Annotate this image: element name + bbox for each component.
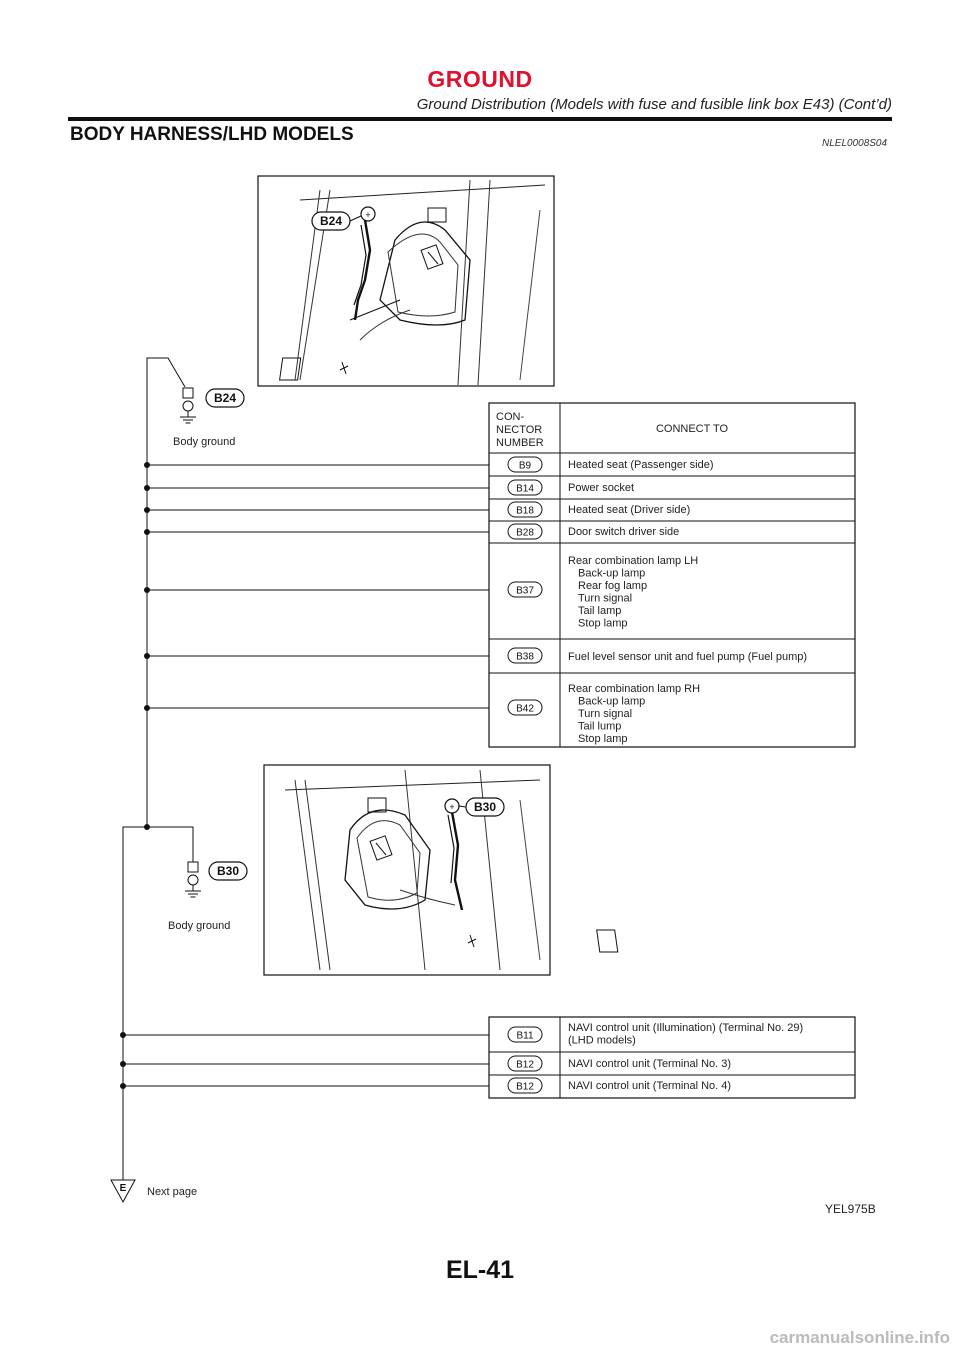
connector-number: B37 <box>516 585 534 597</box>
table1-row <box>489 639 855 663</box>
wire-junction-dot <box>144 653 150 659</box>
table-header-connector-number: CON-NECTOR NUMBER <box>496 411 544 449</box>
section-title: BODY HARNESS/LHD MODELS <box>70 124 354 145</box>
table2-row <box>489 1052 855 1071</box>
table2-rows <box>489 1022 855 1093</box>
connect-to-text: Power socket <box>568 482 635 494</box>
connector-number: B12 <box>516 1081 534 1093</box>
connector-number: B18 <box>516 505 534 517</box>
connector-table-2 <box>489 1017 855 1098</box>
bus-junction-dot <box>144 824 150 830</box>
b30-connector-label: B30 <box>216 864 240 878</box>
wire-junction-dot <box>120 1061 126 1067</box>
connector-number: B9 <box>518 460 532 472</box>
connect-to-text: NAVI control unit (Terminal No. 4) <box>568 1080 732 1092</box>
wire-junction-dot <box>144 507 150 513</box>
table1-rows <box>489 453 855 745</box>
b30-location-photo <box>264 765 618 975</box>
page-header-subtitle: Ground Distribution (Models with fuse and fusible link box E43) (Cont’d) <box>416 96 892 113</box>
connect-to-text: NAVI control unit (Illumination) (Terminal No. 29) (LHD models) <box>568 1022 804 1047</box>
table1-row <box>489 673 855 745</box>
table1-row <box>489 499 855 517</box>
table2-row <box>489 1075 855 1093</box>
connect-to-text: Door switch driver side <box>568 526 680 538</box>
wire-junction-dot <box>144 529 150 535</box>
connector-number: B42 <box>516 703 534 715</box>
connect-to-text: Heated seat (Passenger side) <box>568 459 714 471</box>
connect-to-text: Rear combination lamp RH Back-up lamp Turn signal Tail lump Stop lamp <box>568 683 701 745</box>
wire-junction-dot <box>144 462 150 468</box>
next-page-label: Next page <box>147 1186 198 1198</box>
connector-number: B28 <box>516 527 534 539</box>
page-number: EL-41 <box>445 1256 515 1284</box>
connector-number: B14 <box>516 483 534 495</box>
b24-body-ground-label: Body ground <box>173 436 236 448</box>
b24-location-photo <box>258 176 554 386</box>
table-header-connect-to: CONNECT TO <box>655 423 729 435</box>
wire-junction-dot <box>144 587 150 593</box>
connector-number: B11 <box>516 1030 534 1042</box>
connector-number: B38 <box>516 651 534 663</box>
page-header-title: GROUND <box>427 66 533 92</box>
next-page-marker <box>111 1180 197 1202</box>
connector-table-1 <box>489 403 855 747</box>
b30-ground-symbol <box>123 827 247 1180</box>
connect-to-text: Fuel level sensor unit and fuel pump (Fuel pump) <box>568 651 808 663</box>
connect-to-text: Heated seat (Driver side) <box>568 504 691 516</box>
section-code: NLEL0008S04 <box>822 138 888 149</box>
svg-text:+: + <box>449 802 455 812</box>
table1-row <box>489 476 855 495</box>
figure-code: YEL975B <box>825 1202 876 1216</box>
wire-junction-dot <box>120 1032 126 1038</box>
table1-row <box>489 453 855 472</box>
watermark: carmanualsonline.info <box>769 1328 950 1347</box>
b24-connector-label: B24 <box>213 391 237 405</box>
connect-to-text: NAVI control unit (Terminal No. 3) <box>568 1058 732 1070</box>
wire-junction-dot <box>144 485 150 491</box>
b24-photo-callout: B24 <box>319 214 343 228</box>
wire-junction-dot <box>144 705 150 711</box>
wire-junction-dot <box>120 1083 126 1089</box>
b24-ground-symbol <box>147 358 244 448</box>
b30-body-ground-label: Body ground <box>168 920 231 932</box>
table1-row <box>489 521 855 539</box>
continuation-marker-letter: E <box>119 1183 127 1194</box>
connect-to-text: Rear combination lamp LH Back-up lamp Rear fog lamp Turn signal Tail lamp Stop lamp <box>568 555 699 630</box>
table1-row <box>489 543 855 630</box>
svg-text:+: + <box>365 210 371 220</box>
table2-row <box>508 1022 803 1047</box>
b30-photo-callout: B30 <box>473 800 497 814</box>
connector-number: B12 <box>516 1059 534 1071</box>
